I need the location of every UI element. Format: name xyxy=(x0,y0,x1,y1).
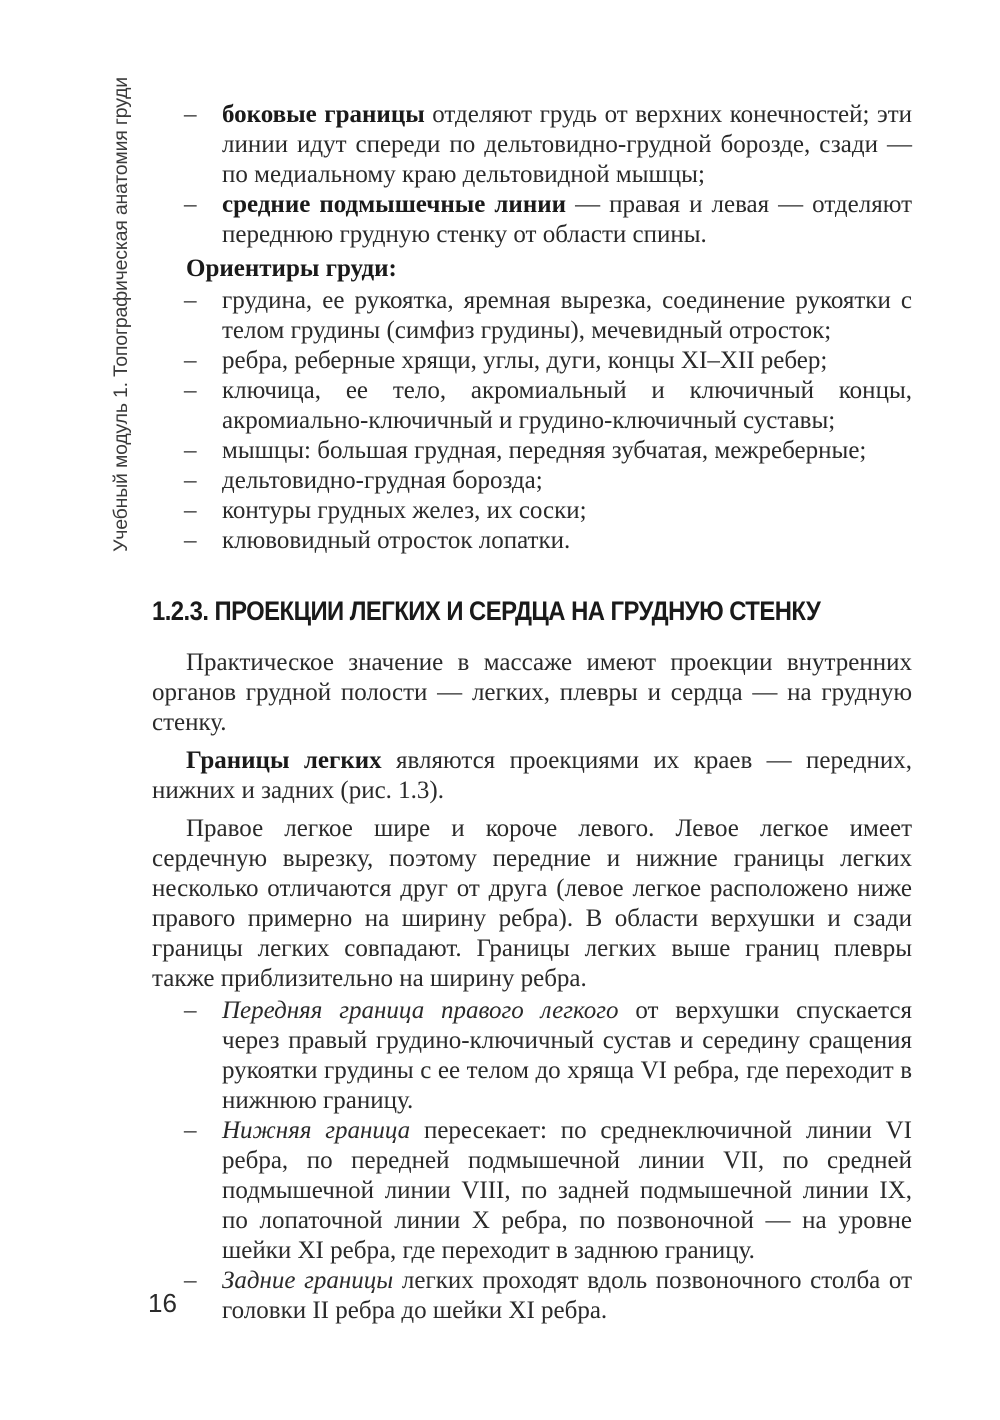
page-content xyxy=(152,100,912,1326)
list-item-text: контуры грудных желез, их соски; xyxy=(222,497,587,524)
term: Нижняя граница xyxy=(222,1117,411,1144)
list-dash: – xyxy=(184,467,197,494)
list-item xyxy=(152,100,912,190)
term: Задние границы xyxy=(222,1267,394,1294)
list-dash: – xyxy=(184,191,197,218)
list-item-text: клювовидный отросток лопатки. xyxy=(222,527,571,554)
paragraph: Правое легкое шире и короче левого. Левое легкое имеет сердечную вырезку, поэтому передние и нижние границы легких несколько отличаются друг от друга (левое легкое расположено ниже правого примерно на ширину ребра). В области верхушки и сзади границы легких совпадают. Границы легких выше границ плевры также приблизительно на ширину ребра. xyxy=(152,815,912,992)
list-dash: – xyxy=(184,997,197,1024)
landmarks-list xyxy=(152,286,912,556)
list-item xyxy=(152,376,912,436)
list-item xyxy=(152,346,912,376)
list-item-text: от верхушки спускается через правый грудино-ключичный сустав и середину сращения рукоятки грудины с ее телом до хряща VI ребра, где переходит в нижнюю границу. xyxy=(222,997,912,1114)
list-dash: – xyxy=(184,437,197,464)
list-dash: – xyxy=(184,287,197,314)
list-item-text: легких проходят вдоль позвоночного столба от головки II ребра до шейки XI ребра. xyxy=(222,1267,912,1324)
list-item-text: отделяют грудь от верхних конечностей; эти линии идут спереди по дельтовидно-грудной борозде, сзади — по медиальному краю дельтовидной мышцы; xyxy=(222,101,913,188)
landmarks-heading: Ориентиры груди: xyxy=(186,255,397,282)
running-header-text: Учебный модуль 1. Топографическая анатомия груди xyxy=(109,76,132,552)
list-dash: – xyxy=(184,101,197,128)
term: средние подмышечные линии xyxy=(222,191,567,218)
paragraph: Практическое значение в массаже имеют проекции внутренних органов грудной полости — легких, плевры и сердца — на грудную стенку. xyxy=(152,649,912,736)
list-item-text: пересекает: по среднеключичной линии VI ребра, по передней подмышечной линии VII, по средней подмышечной линии VIII, по задней подмышечной линии IX, по лопаточной линии X ребра, по позвоночной — на уровне шейки XI ребра, где переходит в заднюю границу. xyxy=(222,1117,912,1264)
list-item xyxy=(152,496,912,526)
list-item-text: грудина, ее рукоятка, яремная вырезка, соединение рукоятки с телом грудины (симфиз грудины), мечевидный отросток; xyxy=(222,287,912,344)
list-item-text: ребра, реберные хрящи, углы, дуги, концы XI–XII ребер; xyxy=(222,347,828,374)
term: Передняя граница правого легкого xyxy=(222,997,619,1024)
list-dash: – xyxy=(184,1267,197,1294)
list-dash: – xyxy=(184,347,197,374)
running-header xyxy=(102,76,140,552)
list-item-text: — правая и левая — отделяют переднюю грудную стенку от области спины. xyxy=(222,191,912,248)
list-item xyxy=(152,436,912,466)
list-item xyxy=(152,996,912,1116)
list-item xyxy=(152,466,912,496)
paragraph-text: являются проекциями их краев — передних, нижних и задних (рис. 1.3). xyxy=(152,747,913,804)
list-item xyxy=(152,286,912,346)
section-title: 1.2.3. ПРОЕКЦИИ ЛЕГКИХ И СЕРДЦА НА ГРУДНУЮ СТЕНКУ xyxy=(152,596,821,626)
list-item-text: ключица, ее тело, акромиальный и ключичный концы, акромиально-ключичный и грудино-ключичный суставы; xyxy=(222,377,912,434)
list-dash: – xyxy=(184,377,197,404)
list-dash: – xyxy=(184,497,197,524)
list-item-text: дельтовидно-грудная борозда; xyxy=(222,467,543,494)
borders-list xyxy=(152,996,912,1326)
list-dash: – xyxy=(184,1117,197,1144)
list-item xyxy=(152,526,912,556)
list-dash: – xyxy=(184,527,197,554)
list-item xyxy=(152,190,912,250)
list-item xyxy=(152,1266,912,1326)
term: Границы легких xyxy=(186,747,382,774)
boundaries-list xyxy=(152,100,912,250)
list-item xyxy=(152,1116,912,1266)
term: боковые границы xyxy=(222,101,425,128)
paragraph xyxy=(152,746,912,806)
page-number: 16 xyxy=(148,1288,177,1318)
list-item-text: мышцы: большая грудная, передняя зубчатая, межреберные; xyxy=(222,437,867,464)
